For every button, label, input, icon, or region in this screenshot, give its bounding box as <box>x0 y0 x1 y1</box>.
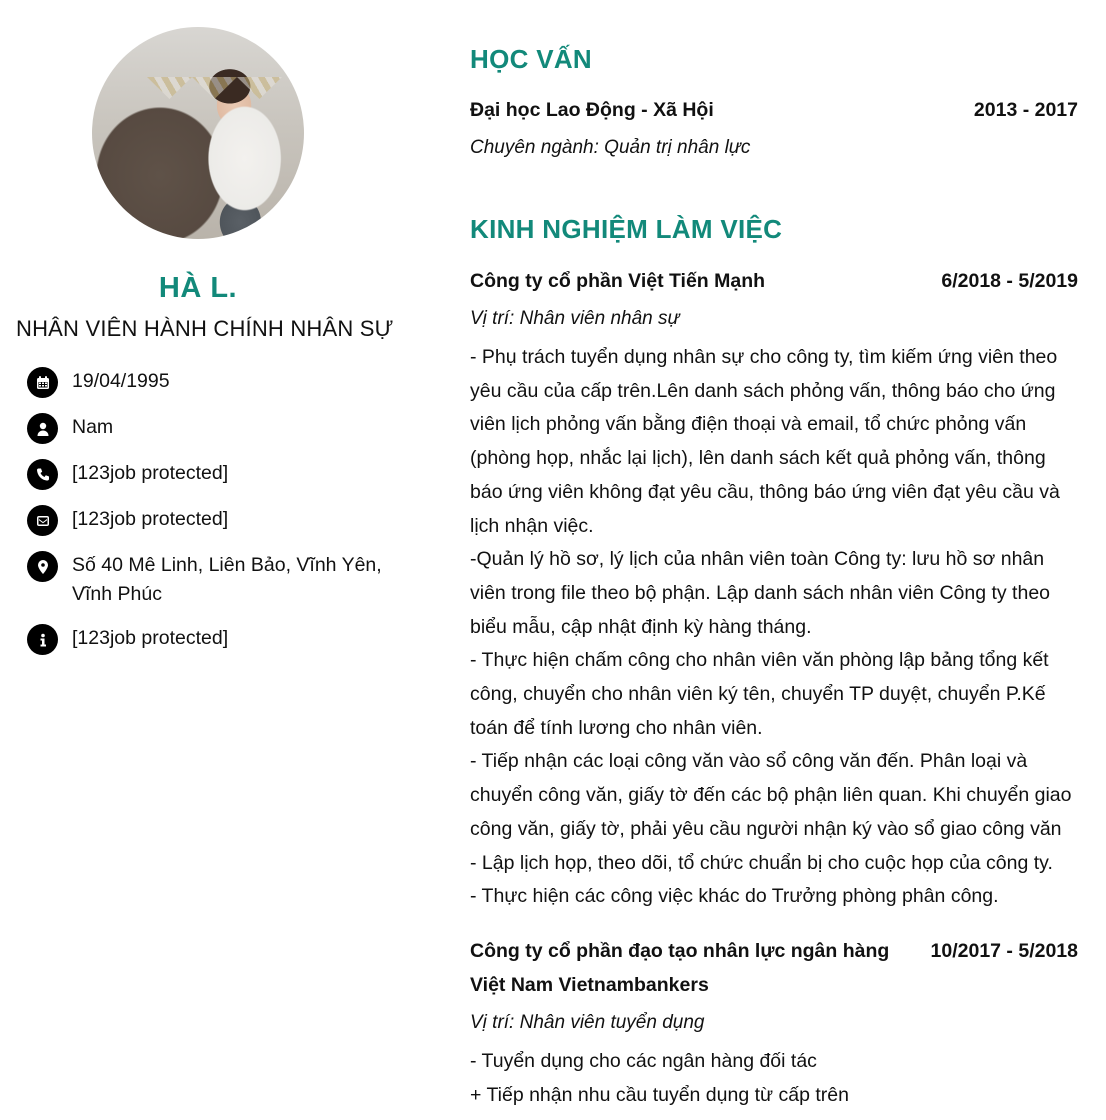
candidate-name: HÀ L. <box>158 272 238 304</box>
contact-address <box>27 551 427 609</box>
gender-value: Nam <box>72 416 114 438</box>
job-title: NHÂN VIÊN HÀNH CHÍNH NHÂN SỰ <box>16 316 394 341</box>
education-major: Chuyên ngành: Quản trị nhân lực <box>470 137 751 158</box>
map-pin-icon <box>27 551 58 582</box>
address-value: Số 40 Mê Linh, Liên Bảo, Vĩnh Yên, Vĩnh Phúc <box>72 554 382 605</box>
experience-details <box>470 1045 1078 1112</box>
envelope-icon <box>27 505 58 536</box>
experience-position: Vị trí: Nhân viên tuyển dụng <box>470 1012 705 1033</box>
company-name: Công ty cổ phần đạo tạo nhân lực ngân hàng <box>470 940 890 962</box>
avatar <box>92 27 304 239</box>
experience-period: 6/2018 - 5/2019 <box>941 270 1078 292</box>
birthday-value: 19/04/1995 <box>72 370 170 392</box>
experience-details <box>470 341 1078 914</box>
phone-icon <box>27 459 58 490</box>
experience-heading: KINH NGHIỆM LÀM VIỆC <box>470 214 783 244</box>
contact-info <box>27 624 427 655</box>
email-value: [123job protected] <box>72 508 229 530</box>
detail-item: + Tiếp nhận nhu cầu tuyển dụng từ cấp trên <box>470 1083 849 1106</box>
detail-item: - Tiếp nhận các loại công văn vào sổ công văn đến. Phân loại và chuyển công văn, giấy tờ đến các bộ phận liên quan. Khi chuyển giao công văn, giấy tờ, phải yêu cầu người nhận ký vào sổ giao công văn <box>470 750 1072 840</box>
experience-entry-header <box>470 934 1078 968</box>
detail-item: - Phụ trách tuyển dụng nhân sự cho công ty, tìm kiếm ứng viên theo yêu cầu của cấp trên.Lên danh sách phỏng vấn, thông báo cho ứng viên lịch phỏng vấn bằng điện thoại và email, tổ chức phỏng vấn (phòng họp, nhắc lại lịch), lên danh sách kết quả phỏng vấn, thông báo ứng viên không đạt yêu cầu, thông báo ứng viên đạt yêu cầu và lịch nhận việc. <box>470 346 1060 537</box>
info-icon <box>27 624 58 655</box>
contact-list <box>27 367 427 670</box>
education-heading: HỌC VẤN <box>470 44 592 74</box>
contact-phone <box>27 459 427 490</box>
detail-item: - Lập lịch họp, theo dõi, tổ chức chuẩn bị cho cuộc họp của công ty. <box>470 851 1053 874</box>
detail-item: - Thực hiện chấm công cho nhân viên văn phòng lập bảng tổng kết công, chuyển cho nhân viên ký tên, chuyển TP duyệt, chuyển P.Kế toán để tính lương cho nhân viên. <box>470 649 1049 739</box>
detail-item: - Thực hiện các công việc khác do Trưởng phòng phân công. <box>470 885 999 908</box>
experience-entry-header <box>470 264 1078 298</box>
company-name-continued: Việt Nam Vietnambankers <box>470 974 709 996</box>
experience-period: 10/2017 - 5/2018 <box>930 940 1078 962</box>
contact-gender <box>27 413 427 444</box>
experience-position: Vị trí: Nhân viên nhân sự <box>470 308 680 329</box>
company-name: Công ty cổ phần Việt Tiến Mạnh <box>470 270 766 292</box>
detail-item: - Tuyển dụng cho các ngân hàng đối tác <box>470 1050 817 1072</box>
education-entry-header <box>470 93 1078 127</box>
calendar-icon <box>27 367 58 398</box>
info-value: [123job protected] <box>72 627 229 649</box>
phone-value: [123job protected] <box>72 462 229 484</box>
user-icon <box>27 413 58 444</box>
contact-email <box>27 505 427 536</box>
detail-item: -Quản lý hồ sơ, lý lịch của nhân viên toàn Công ty: lưu hồ sơ nhân viên trong file theo bộ phận. Lập danh sách nhân viên Công ty theo biểu mẫu, cập nhật định kỳ hàng tháng. <box>470 548 1051 638</box>
contact-birthday <box>27 367 427 398</box>
avatar-decoration <box>132 77 282 99</box>
education-period: 2013 - 2017 <box>973 99 1078 121</box>
school-name: Đại học Lao Động - Xã Hội <box>470 99 714 121</box>
